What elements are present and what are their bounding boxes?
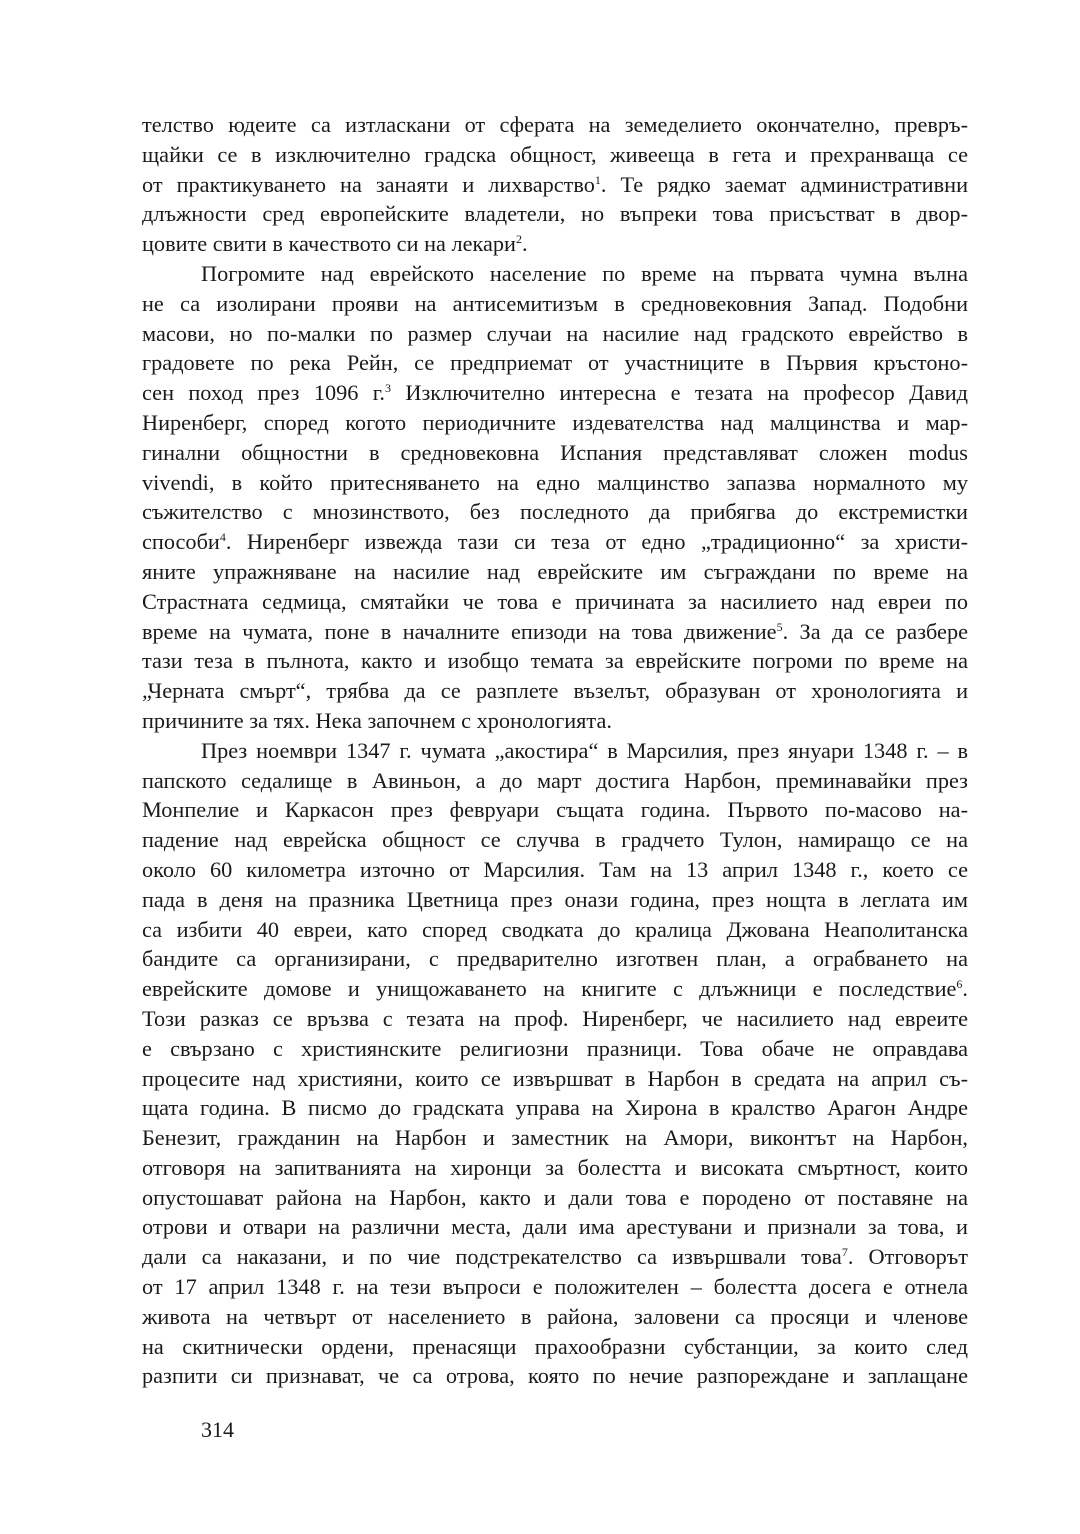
text-line — [142, 378, 968, 408]
text-line — [142, 855, 968, 885]
footnote-marker: 6 — [956, 977, 963, 992]
text-line — [142, 110, 968, 140]
text-run: около 60 километра източно от Марсилия. Там на 13 април 1348 г., което се — [142, 856, 968, 882]
page-body — [142, 110, 968, 1391]
text-line — [142, 1153, 968, 1183]
text-line — [142, 1004, 968, 1034]
text-run: Страстната седмица, смятайки че това е причината за насилието над евреи по — [142, 588, 968, 614]
text-line — [142, 438, 968, 468]
text-run: Този разказ се връзва с тезата на проф. Ниренберг, че насилието над евреите — [142, 1005, 968, 1031]
text-run: . Ниренберг извежда тази си теза от едно „традиционно“ за христи- — [225, 529, 968, 555]
text-line — [142, 468, 968, 498]
text-line — [142, 259, 968, 289]
text-line — [142, 1302, 968, 1332]
text-run: е свързано с християнските религиозни празници. Това обаче не оправдава — [142, 1035, 968, 1061]
text-line — [142, 1034, 968, 1064]
text-run: „Черната смърт“, трябва да се разплете възелът, образуван от хронологията и — [142, 678, 968, 704]
text-line — [142, 795, 968, 825]
text-run: причините за тях. Нека започнем с хронологията. — [142, 707, 612, 733]
text-line — [142, 587, 968, 617]
text-run: . — [521, 231, 528, 257]
text-run: на скитнически ордени, пренасящи прахообразни субстанции, за които след — [142, 1333, 968, 1359]
text-line — [142, 229, 968, 259]
text-run: от 17 април 1348 г. на тези въпроси е положителен – болестта досега е отнела — [142, 1274, 968, 1300]
text-run: гинални общностни в средновековна Испания представляват сложен modus — [142, 439, 968, 465]
footnote-marker: 5 — [776, 619, 783, 634]
text-run: живота на четвърт от населението в района, заловени са просяци и членове — [142, 1303, 968, 1329]
text-run: пада в деня на празника Цветница през онази година, през нощта в леглата им — [142, 886, 968, 912]
text-run: . Отговорът — [847, 1244, 968, 1270]
text-line — [142, 974, 968, 1004]
text-run: са избити 40 евреи, като според сводката до кралица Джована Неаполитанска — [142, 916, 968, 942]
text-run: отговоря на запитванията на хиронци за болестта и високата смъртност, които — [142, 1154, 968, 1180]
text-run: vivendi, в който притесняването на едно малцинство запазва нормалното му — [142, 469, 968, 495]
text-line — [142, 199, 968, 229]
text-line — [142, 1064, 968, 1094]
text-line — [142, 944, 968, 974]
footnote-marker: 1 — [594, 172, 601, 187]
text-line — [142, 527, 968, 557]
text-line — [142, 289, 968, 319]
text-run: Бенезит, гражданин на Нарбон и заместник на Амори, виконтът на Нарбон, — [142, 1125, 968, 1151]
text-line — [142, 885, 968, 915]
text-run: отрови и отвари на различни места, дали има арестувани и признали за това, и — [142, 1214, 968, 1240]
text-line — [142, 676, 968, 706]
text-run: длъжности сред европейските владетели, но въпреки това присъстват в двор- — [142, 201, 968, 227]
text-line — [142, 736, 968, 766]
text-line — [142, 348, 968, 378]
text-run: време на чумата, поне в началните епизоди на това движение — [142, 618, 777, 644]
footnote-marker: 7 — [841, 1245, 848, 1260]
text-run: . — [962, 976, 968, 1002]
text-line — [142, 915, 968, 945]
text-line — [142, 825, 968, 855]
text-line — [142, 706, 968, 736]
text-run: масови, но по-малки по размер случаи на насилие над градското еврейство в — [142, 320, 968, 346]
paragraph — [142, 110, 968, 259]
text-line — [142, 170, 968, 200]
text-line — [142, 1332, 968, 1362]
text-line — [142, 1242, 968, 1272]
page-number: 314 — [201, 1417, 234, 1442]
text-run: Изключително интересна е тезата на професор Давид — [391, 380, 968, 406]
text-line — [142, 1183, 968, 1213]
paragraph — [142, 259, 968, 736]
text-line — [142, 1212, 968, 1242]
text-run: дали са наказани, и по чие подстрекателство са извършвали това — [142, 1244, 842, 1270]
text-run: цовите свити в качеството си на лекари — [142, 231, 516, 257]
text-line — [142, 557, 968, 587]
footnote-marker: 3 — [385, 381, 392, 396]
text-line — [142, 1272, 968, 1302]
text-run: папското седалище в Авиньон, а до март достига Нарбон, преминавайки през — [142, 767, 968, 793]
text-run: сен поход през 1096 г. — [142, 380, 386, 406]
text-line — [142, 1361, 968, 1391]
text-run: съжителство с мнозинството, без последното да прибягва до екстремистки — [142, 499, 968, 525]
text-run: градовете по река Рейн, се предприемат от участниците в Първия кръстоно- — [142, 350, 968, 376]
footnote-marker: 2 — [515, 232, 522, 247]
text-line — [142, 1093, 968, 1123]
footnote-marker: 4 — [219, 530, 226, 545]
text-run: способи — [142, 529, 220, 555]
text-run: яните упражняване на насилие над еврейските им съграждани по време на — [142, 558, 968, 584]
text-run: телство юдеите са изтласкани от сферата на земеделието окончателно, превръ- — [142, 112, 968, 137]
text-line — [142, 319, 968, 349]
text-run: щата година. В писмо до градската управа на Хирона в кралство Арагон Андре — [142, 1095, 968, 1121]
text-run: опустошават района на Нарбон, както и дали това е породено от поставяне на — [142, 1184, 968, 1210]
text-line — [142, 617, 968, 647]
text-run: Ниренберг, според когото периодичните издевателства над малцинства и мар- — [142, 409, 968, 435]
text-run: През ноември 1347 г. чумата „акостира“ в Марсилия, през януари 1348 г. – в — [201, 737, 968, 763]
text-line — [142, 408, 968, 438]
text-run: . Те рядко заемат административни — [600, 171, 968, 197]
text-run: . За да се разбере — [782, 618, 968, 644]
text-run: не са изолирани прояви на антисемитизъм в средновековния Запад. Подобни — [142, 290, 968, 316]
text-run: бандите са организирани, с предварително изготвен план, а ограбването на — [142, 946, 968, 972]
text-line — [142, 140, 968, 170]
text-line — [142, 1123, 968, 1153]
text-run: падение над еврейска общност се случва в градчето Тулон, намиращо се на — [142, 827, 968, 853]
text-run: от практикуването на занаяти и лихварство — [142, 171, 595, 197]
text-run: процесите над християни, които се извършват в Нарбон в средата на април съ- — [142, 1065, 968, 1091]
text-run: Монпелие и Каркасон през февруари същата година. Първото по-масово на- — [142, 797, 968, 823]
paragraph — [142, 736, 968, 1392]
text-line — [142, 646, 968, 676]
text-run: щайки се в изключително градска общност, живееща в гета и прехранваща се — [142, 141, 968, 167]
text-run: еврейските домове и унищожаването на книгите с длъжници е последствие — [142, 976, 957, 1002]
text-run: тази теза в пълнота, както и изобщо темата за еврейските погроми по време на — [142, 648, 968, 674]
text-line — [142, 497, 968, 527]
text-run: разпити си признават, че са отрова, която по нечие разпореждане и заплащане — [142, 1363, 968, 1389]
text-run: Погромите над еврейското население по време на първата чумна вълна — [201, 260, 968, 286]
text-line — [142, 766, 968, 796]
